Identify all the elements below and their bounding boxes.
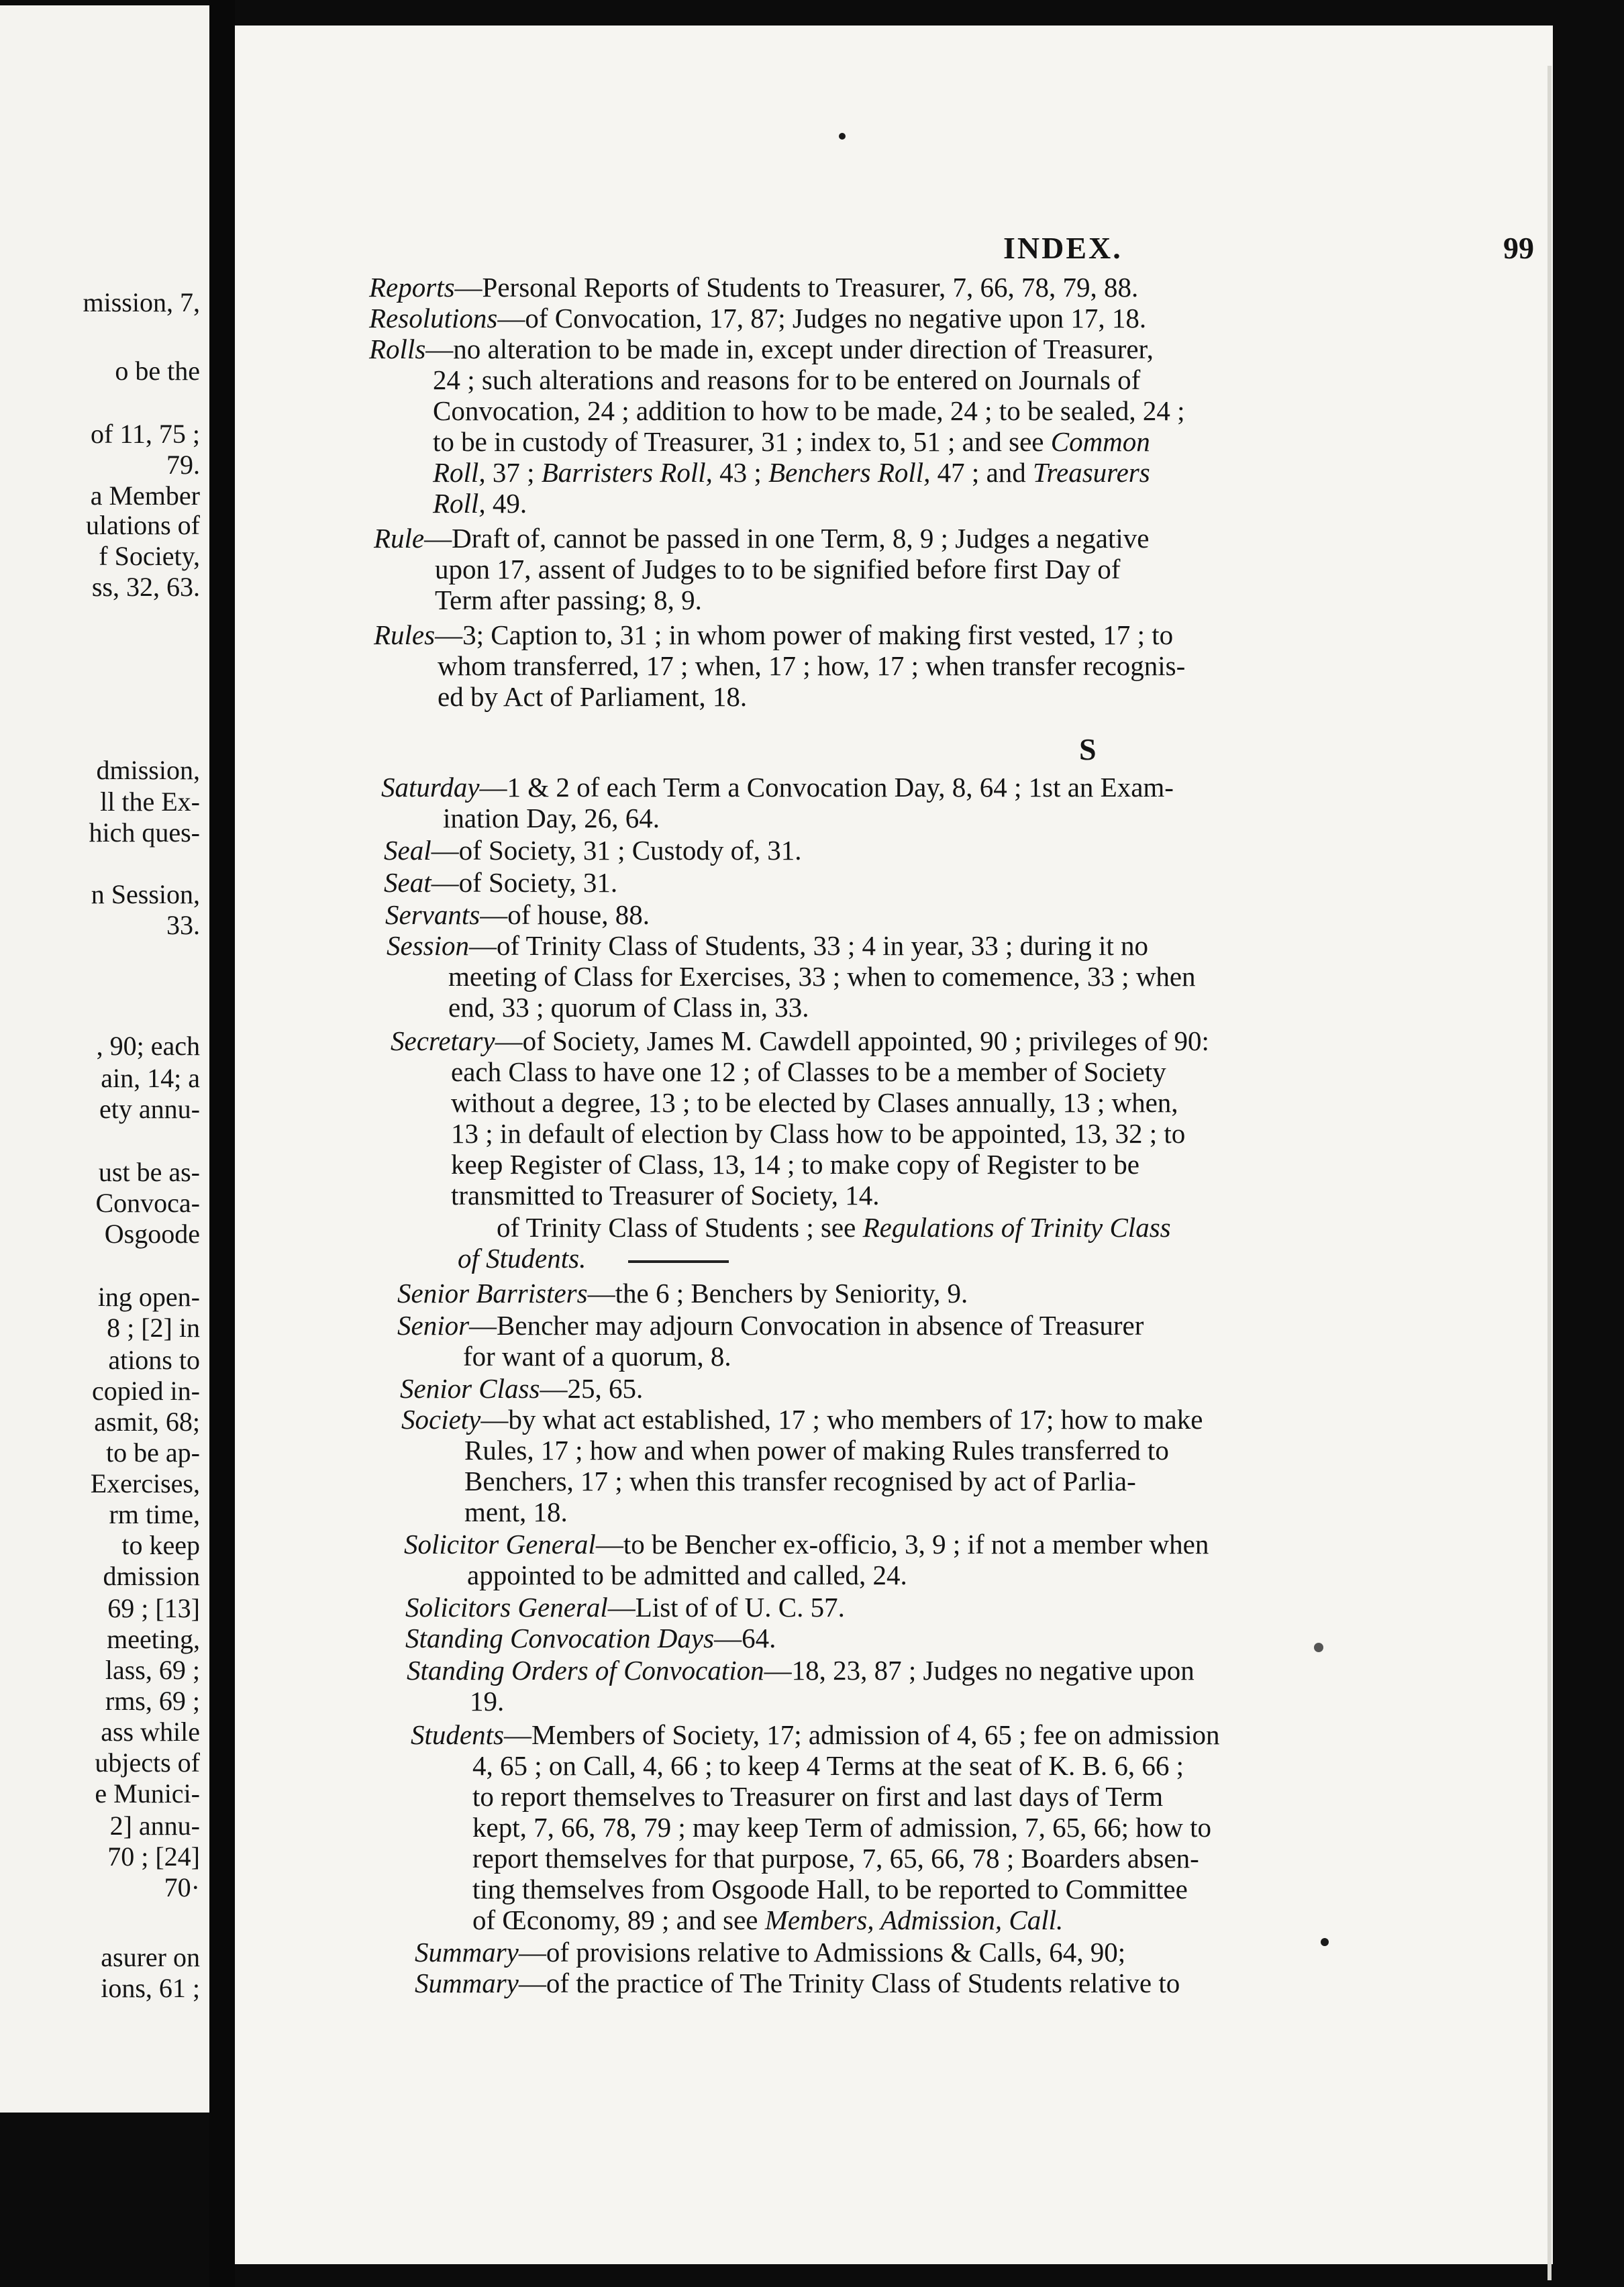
section-letter: S [1079, 732, 1097, 766]
index-text: —of the practice of The Trinity Class of Students relative to [518, 1968, 1180, 1998]
left-fragment-line: 2] annu- [109, 1811, 200, 1841]
index-term: Resolutions [369, 303, 498, 334]
index-text: of Trinity Class of Students ; see [497, 1212, 863, 1243]
index-text: —of Convocation, 17, 87; Judges no negative upon 17, 18. [497, 303, 1147, 334]
left-fragment-line: to be ap- [106, 1437, 200, 1468]
left-fragment-line: ss, 32, 63. [91, 572, 200, 602]
index-line [464, 1466, 1136, 1496]
page-number: 99 [1503, 231, 1534, 265]
index-line [405, 1623, 776, 1654]
left-fragment-line: ety annu- [99, 1094, 200, 1124]
index-term: Roll, [433, 457, 486, 488]
index-term: Rules [374, 619, 436, 650]
index-text: upon 17, assent of Judges to to be signified before first Day of [435, 554, 1121, 585]
index-line [385, 899, 650, 930]
italic-reference: Barristers Roll, [541, 457, 713, 488]
index-text: kept, 7, 66, 78, 79 ; may keep Term of admission, 7, 65, 66; how to [472, 1812, 1211, 1843]
index-line [438, 681, 747, 712]
left-fragment-line: dmission, [96, 755, 200, 785]
index-term: Servants [385, 899, 480, 930]
index-term: Seal [384, 835, 432, 866]
index-term: Rolls [369, 334, 426, 364]
left-fragment-line: , 90; each [96, 1031, 200, 1061]
index-line [397, 1278, 968, 1309]
index-text: —of Society, 31. [431, 867, 618, 898]
index-line [433, 488, 527, 519]
left-fragment-line: f Society, [99, 541, 200, 571]
index-term: Senior [397, 1310, 470, 1341]
index-text: 24 ; such alterations and reasons for to be entered on Journals of [433, 364, 1141, 395]
index-line [472, 1812, 1211, 1843]
left-fragment-line: 69 ; [13] [107, 1593, 200, 1623]
index-line [435, 585, 702, 615]
index-text: for want of a quorum, 8. [463, 1341, 731, 1372]
left-fragment-line: o be the [115, 356, 200, 386]
index-term: Session [387, 930, 469, 961]
index-line [448, 992, 809, 1023]
left-fragment-line: ulations of [86, 510, 200, 540]
left-fragment-line: Osgoode [104, 1219, 200, 1249]
index-text: —25, 65. [540, 1373, 644, 1404]
index-text: Term after passing; 8, 9. [435, 585, 702, 615]
index-text: of Œconomy, 89 ; and see [472, 1904, 765, 1935]
index-text: 19. [470, 1686, 505, 1717]
index-term: Summary [415, 1937, 519, 1968]
index-term: Students [411, 1719, 504, 1750]
italic-reference: Common [1050, 426, 1150, 457]
index-line [472, 1750, 1184, 1781]
left-fragment-line: ain, 14; a [101, 1063, 200, 1093]
index-line [433, 395, 1184, 426]
right-page [235, 26, 1553, 2264]
index-line [374, 619, 1173, 650]
index-line [407, 1655, 1195, 1686]
index-term: Reports [369, 272, 455, 303]
index-text: —64. [714, 1623, 776, 1654]
left-fragment-line: ing open- [97, 1282, 200, 1312]
index-line [404, 1529, 1209, 1560]
ink-speck [1321, 1938, 1329, 1946]
index-text: —1 & 2 of each Term a Convocation Day, 8, 64 ; 1st an Exam- [479, 772, 1174, 803]
italic-reference: Benchers Roll, [768, 457, 931, 488]
index-text: 4, 65 ; on Call, 4, 66 ; to keep 4 Terms at the seat of K. B. 6, 66 ; [472, 1750, 1184, 1781]
left-fragment-line: ubjects of [95, 1747, 200, 1778]
index-line [391, 1025, 1209, 1056]
index-text: —of house, 88. [480, 899, 650, 930]
index-text: —List of of U. C. 57. [607, 1592, 845, 1623]
left-page-fragment [0, 5, 209, 2113]
index-line [381, 772, 1174, 803]
index-text: without a degree, 13 ; to be elected by Clases annually, 13 ; when, [451, 1087, 1178, 1118]
index-line [397, 1310, 1144, 1341]
left-fragment-line: of 11, 75 ; [91, 419, 200, 449]
index-text: ination Day, 26, 64. [443, 803, 660, 833]
left-fragment-line: 70· [164, 1872, 200, 1902]
index-text: to report themselves to Treasurer on first and last days of Term [472, 1781, 1164, 1812]
index-line [472, 1843, 1199, 1874]
index-text: to be in custody of Treasurer, 31 ; index to, 51 ; and see [433, 426, 1051, 457]
index-text: Rules, 17 ; how and when power of making Rules transferred to [464, 1435, 1169, 1466]
left-fragment-line: copied in- [91, 1376, 200, 1406]
ink-speck [839, 133, 846, 140]
left-fragment-line: 79. [166, 450, 200, 480]
index-term: Seat [384, 867, 432, 898]
left-fragment-line: rm time, [109, 1499, 200, 1529]
index-text: report themselves for that purpose, 7, 65, 66, 78 ; Boarders absen- [472, 1843, 1199, 1874]
index-line [451, 1118, 1185, 1149]
left-fragment-line: mission, 7, [83, 287, 200, 317]
index-text: transmitted to Treasurer of Society, 14. [451, 1180, 880, 1211]
index-text: —to be Bencher ex-officio, 3, 9 ; if not a member when [595, 1529, 1209, 1560]
index-line [463, 1341, 731, 1372]
index-line [438, 650, 1185, 681]
index-text: —3; Caption to, 31 ; in whom power of making first vested, 17 ; to [435, 619, 1174, 650]
page-edge [1547, 66, 1552, 2280]
index-text: —the 6 ; Benchers by Seniority, 9. [587, 1278, 968, 1309]
italic-reference: Regulations of Trinity Class [862, 1212, 1171, 1243]
left-fragment-line: ions, 61 ; [101, 1973, 200, 2003]
book-gutter [209, 0, 235, 2287]
index-term: Solicitors General [405, 1592, 608, 1623]
left-fragment-line: 8 ; [2] in [107, 1313, 200, 1343]
index-text: 43 ; [712, 457, 769, 488]
index-text: end, 33 ; quorum of Class in, 33. [448, 992, 809, 1023]
index-line [467, 1560, 907, 1590]
index-text: —Bencher may adjourn Convocation in absence of Treasurer [469, 1310, 1144, 1341]
index-text: —of Society, James M. Cawdell appointed, 90 ; privileges of 90: [495, 1025, 1209, 1056]
index-text: —no alteration to be made in, except under direction of Treasurer, [425, 334, 1154, 364]
index-text: ment, 18. [464, 1496, 568, 1527]
index-term: Senior Barristers [397, 1278, 588, 1309]
left-fragment-line: lass, 69 ; [105, 1655, 200, 1685]
index-line [472, 1781, 1163, 1812]
index-text: —of Society, 31 ; Custody of, 31. [431, 835, 802, 866]
left-fragment-line: 70 ; [24] [107, 1841, 200, 1872]
left-fragment-line: to keep [121, 1530, 200, 1560]
index-line [470, 1686, 504, 1717]
index-line [433, 457, 1150, 488]
left-fragment-line: Convoca- [95, 1188, 200, 1218]
index-term: Standing Orders of Convocation [407, 1655, 764, 1686]
left-fragment-line: 33. [166, 910, 200, 940]
index-text: 49. [485, 488, 527, 519]
index-text: whom transferred, 17 ; when, 17 ; how, 17 ; when transfer recognis- [438, 650, 1186, 681]
index-term: Senior Class [400, 1373, 540, 1404]
left-fragment-line: ust be as- [98, 1157, 200, 1187]
left-fragment-line: a Member [90, 480, 200, 511]
index-line [369, 272, 1138, 303]
index-term: Rule [374, 523, 425, 554]
index-text: —Draft of, cannot be passed in one Term, 8, 9 ; Judges a negative [424, 523, 1150, 554]
left-fragment-line: ations to [108, 1345, 200, 1375]
left-fragment-line: asurer on [101, 1942, 200, 1972]
index-line [387, 930, 1148, 961]
index-text: —Personal Reports of Students to Treasurer, 7, 66, 78, 79, 88. [454, 272, 1139, 303]
index-line [411, 1719, 1220, 1750]
index-text: 47 ; and [930, 457, 1033, 488]
index-term: Society [401, 1404, 481, 1435]
left-fragment-line: Exercises, [90, 1468, 200, 1498]
left-fragment-line: n Session, [91, 879, 200, 909]
italic-reference: Members, Admission, Call. [764, 1904, 1064, 1935]
left-fragment-line: asmit, 68; [94, 1407, 200, 1437]
index-line [433, 364, 1140, 395]
index-term: of Students. [458, 1243, 587, 1274]
index-term: Roll, [433, 488, 486, 519]
index-line [464, 1496, 568, 1527]
italic-reference: Treasurers [1033, 457, 1150, 488]
index-line [415, 1937, 1125, 1968]
left-fragment-line: meeting, [107, 1624, 200, 1654]
index-text: —by what act established, 17 ; who members of 17; how to make [480, 1404, 1203, 1435]
index-text: 13 ; in default of election by Class how to be appointed, 13, 32 ; to [451, 1118, 1186, 1149]
left-fragment-line: e Munici- [95, 1778, 200, 1809]
index-line [497, 1212, 1171, 1243]
index-text: Benchers, 17 ; when this transfer recognised by act of Parlia- [464, 1466, 1136, 1496]
index-line [405, 1592, 845, 1623]
left-fragment-line: ll the Ex- [100, 786, 200, 817]
index-text: —Members of Society, 17; admission of 4, 65 ; fee on admission [503, 1719, 1220, 1750]
index-line [472, 1904, 1063, 1935]
index-line [443, 803, 660, 833]
index-text: ting themselves from Osgoode Hall, to be reported to Committee [472, 1874, 1188, 1904]
index-text: —of Trinity Class of Students, 33 ; 4 in year, 33 ; during it no [469, 930, 1148, 961]
index-line [472, 1874, 1188, 1904]
index-line [464, 1435, 1169, 1466]
index-text: 37 ; [485, 457, 542, 488]
index-line [451, 1149, 1139, 1180]
index-text: Convocation, 24 ; addition to how to be made, 24 ; to be sealed, 24 ; [433, 395, 1185, 426]
ink-speck [1314, 1643, 1323, 1652]
index-line [369, 303, 1146, 334]
index-text: appointed to be admitted and called, 24. [467, 1560, 907, 1590]
index-term: Standing Convocation Days [405, 1623, 715, 1654]
index-line [415, 1968, 1180, 1998]
index-line [369, 334, 1154, 364]
ditto-dash [628, 1260, 729, 1263]
index-line [458, 1243, 586, 1274]
index-line [400, 1373, 643, 1404]
index-line [448, 961, 1196, 992]
index-line [384, 835, 802, 866]
index-line [433, 426, 1150, 457]
index-line [374, 523, 1149, 554]
index-text: meeting of Class for Exercises, 33 ; when to comemence, 33 ; when [448, 961, 1196, 992]
index-text: —18, 23, 87 ; Judges no negative upon [764, 1655, 1195, 1686]
index-term: Summary [415, 1968, 519, 1998]
index-line [451, 1087, 1178, 1118]
index-term: Saturday [381, 772, 480, 803]
left-fragment-line: rms, 69 ; [105, 1686, 200, 1716]
index-line [401, 1404, 1203, 1435]
running-header: INDEX. [1003, 231, 1123, 265]
index-line [451, 1056, 1166, 1087]
left-fragment-line: ass while [101, 1717, 200, 1747]
index-text: keep Register of Class, 13, 14 ; to make copy of Register to be [451, 1149, 1139, 1180]
left-fragment-line: hich ques- [89, 817, 200, 848]
index-text: each Class to have one 12 ; of Classes to be a member of Society [451, 1056, 1166, 1087]
index-line [435, 554, 1120, 585]
index-line [384, 867, 617, 898]
index-line [451, 1180, 879, 1211]
index-text: —of provisions relative to Admissions & Calls, 64, 90; [518, 1937, 1126, 1968]
left-fragment-line: dmission [103, 1561, 200, 1591]
index-text: ed by Act of Parliament, 18. [438, 681, 748, 712]
index-term: Solicitor General [404, 1529, 596, 1560]
index-term: Secretary [391, 1025, 495, 1056]
